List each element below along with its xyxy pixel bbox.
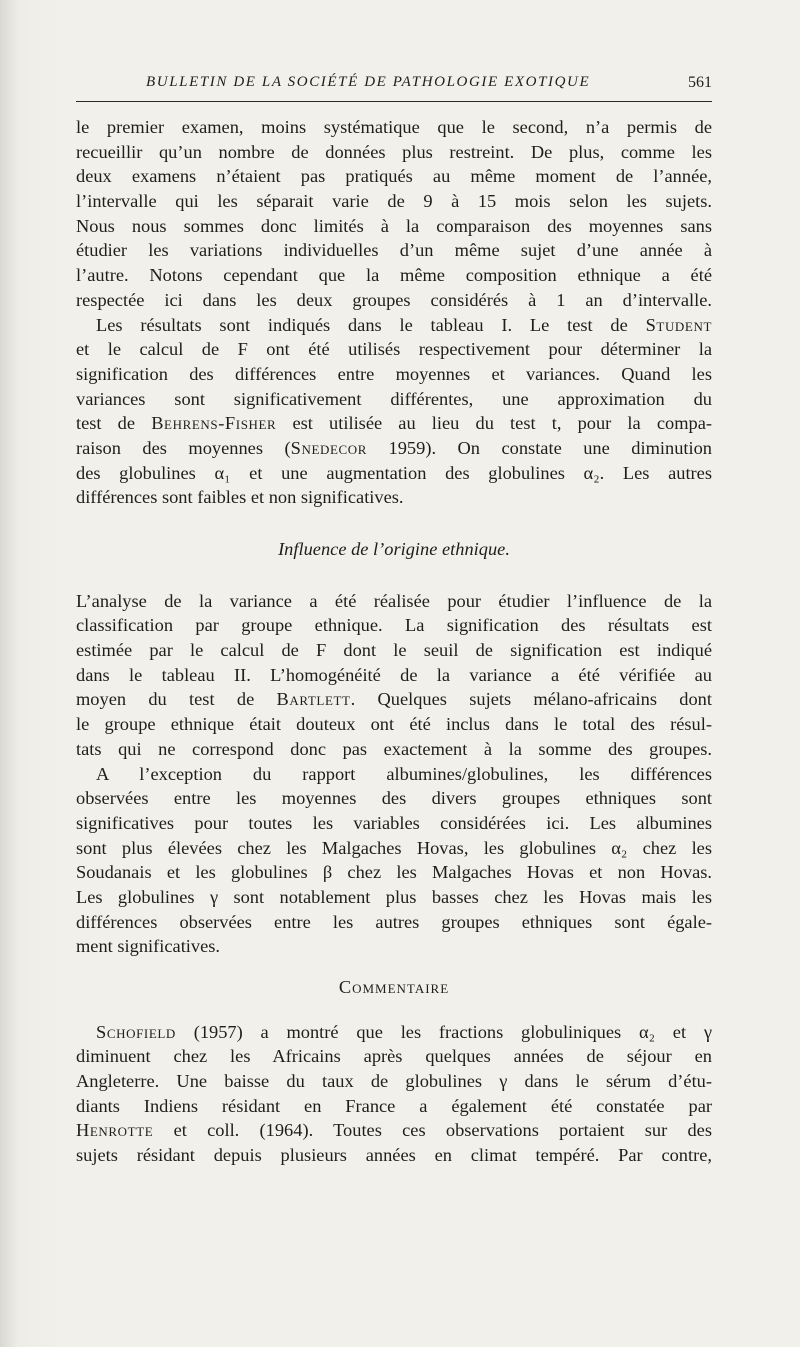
text-run: raison des moyennes (: [76, 437, 291, 458]
text-line: l’intervalle qui les séparait varie de 9 à 15 mois selon les sujets.: [76, 191, 712, 212]
text-line: diminuent chez les Africains après quelques années de séjour en: [76, 1046, 712, 1067]
text-line: Soudanais et les globulines β chez les Malgaches Hovas et non Hovas.: [76, 862, 712, 883]
text-run: moyen du test de: [76, 689, 277, 710]
text-line: Angleterre. Une baisse du taux de globulines γ dans le sérum d’étu-: [76, 1071, 712, 1092]
paragraph-1: [76, 115, 712, 313]
subheading: Influence de l’origine ethnique.: [278, 539, 510, 559]
text-line: sujets résidant depuis plusieurs années en climat tempéré. Par contre,: [76, 1145, 712, 1166]
text-line: dans le tableau II. L’homogénéité de la variance a été vérifiée au: [76, 664, 712, 685]
text-run: 1959). On constate une diminution: [367, 437, 712, 458]
text-line: [76, 411, 712, 436]
text-line: et le calcul de F ont été utilisés respectivement pour déterminer la: [76, 339, 712, 360]
author-name: Snedecor: [290, 437, 368, 458]
paragraph-3: [76, 589, 712, 762]
text-line: différences observées entre les autres groupes ethniques sont égale-: [76, 911, 712, 932]
text-line: significatives pour toutes les variables considérées ici. Les albumines: [76, 812, 712, 833]
text-run: Les résultats sont indiqués dans le tableau I. Le test de: [96, 314, 646, 335]
text-line: observées entre les moyennes des divers groupes ethniques sont: [76, 788, 712, 809]
text-line: des globulines α₁ et une augmentation des globulines α₂. Les autres: [76, 462, 712, 483]
text-line: [76, 1118, 712, 1143]
text-line: Les globulines γ sont notablement plus basses chez les Hovas mais les: [76, 886, 712, 907]
text-line: signification des différences entre moyennes et variances. Quand les: [76, 363, 712, 384]
text-line: recueillir qu’un nombre de données plus restreint. De plus, comme les: [76, 141, 712, 162]
text-line: [76, 436, 712, 461]
text-line: différences sont faibles et non significatives.: [76, 487, 404, 508]
text-line: étudier les variations individuelles d’un même sujet d’une année à: [76, 240, 712, 261]
paragraph-4: [76, 762, 712, 960]
paragraph-5: [76, 1020, 712, 1168]
text-run: (1957) a montré que les fractions globuliniques α₂ et γ: [175, 1021, 712, 1042]
text-line: sont plus élevées chez les Malgaches Hovas, les globulines α₂ chez les: [76, 837, 712, 858]
text-line: L’analyse de la variance a été réalisée pour étudier l’influence de la: [76, 590, 712, 611]
text-line: deux examens n’étaient pas pratiqués au même moment de l’année,: [76, 166, 712, 187]
author-name: Student: [645, 314, 712, 335]
text-line: ment significatives.: [76, 936, 221, 957]
text-line: variances sont significativement différentes, une approximation du: [76, 388, 712, 409]
author-name: Bartlett: [276, 689, 351, 710]
running-header: [76, 72, 712, 98]
text-run: . Quelques sujets mélano-africains dont: [350, 689, 712, 710]
text-line: le premier examen, moins systématique que le second, n’a permis de: [76, 117, 712, 137]
paragraph-2: [76, 313, 712, 511]
page-number: 561: [688, 74, 712, 91]
text-run: est utilisée au lieu du test t, pour la compa-: [276, 413, 712, 434]
text-line: classification par groupe ethnique. La signification des résultats est: [76, 615, 712, 636]
text-line: le groupe ethnique était douteux ont été inclus dans le total des résul-: [76, 714, 712, 735]
text-run: test de: [76, 413, 152, 434]
author-name: Behrens-Fisher: [151, 413, 277, 434]
text-line: Nous nous sommes donc limités à la comparaison des moyennes sans: [76, 215, 712, 236]
text-line: estimée par le calcul de F dont le seuil de signification est indiqué: [76, 640, 712, 661]
text-line: tats qui ne correspond donc pas exactement à la somme des groupes.: [76, 738, 712, 759]
text-run: et coll. (1964). Toutes ces observations portaient sur des: [153, 1120, 712, 1141]
text-line: A l’exception du rapport albumines/globulines, les différences: [96, 763, 712, 784]
text-line: [76, 313, 712, 338]
author-name: Schofield: [96, 1021, 176, 1042]
text-line: respectée ici dans les deux groupes considérés à 1 an d’intervalle.: [76, 289, 712, 310]
text-line: l’autre. Notons cependant que la même composition ethnique a été: [76, 265, 712, 286]
text-line: [76, 1020, 712, 1045]
text-line: [76, 687, 712, 712]
header-rule: [76, 101, 712, 102]
journal-title: BULLETIN DE LA SOCIÉTÉ DE PATHOLOGIE EXOTIQUE: [146, 74, 591, 90]
body-text: [76, 115, 712, 1168]
text-line: diants Indiens résidant en France a également été constatée par: [76, 1095, 712, 1116]
section-heading: Commentaire: [338, 977, 450, 997]
author-name: Henrotte: [76, 1120, 154, 1141]
